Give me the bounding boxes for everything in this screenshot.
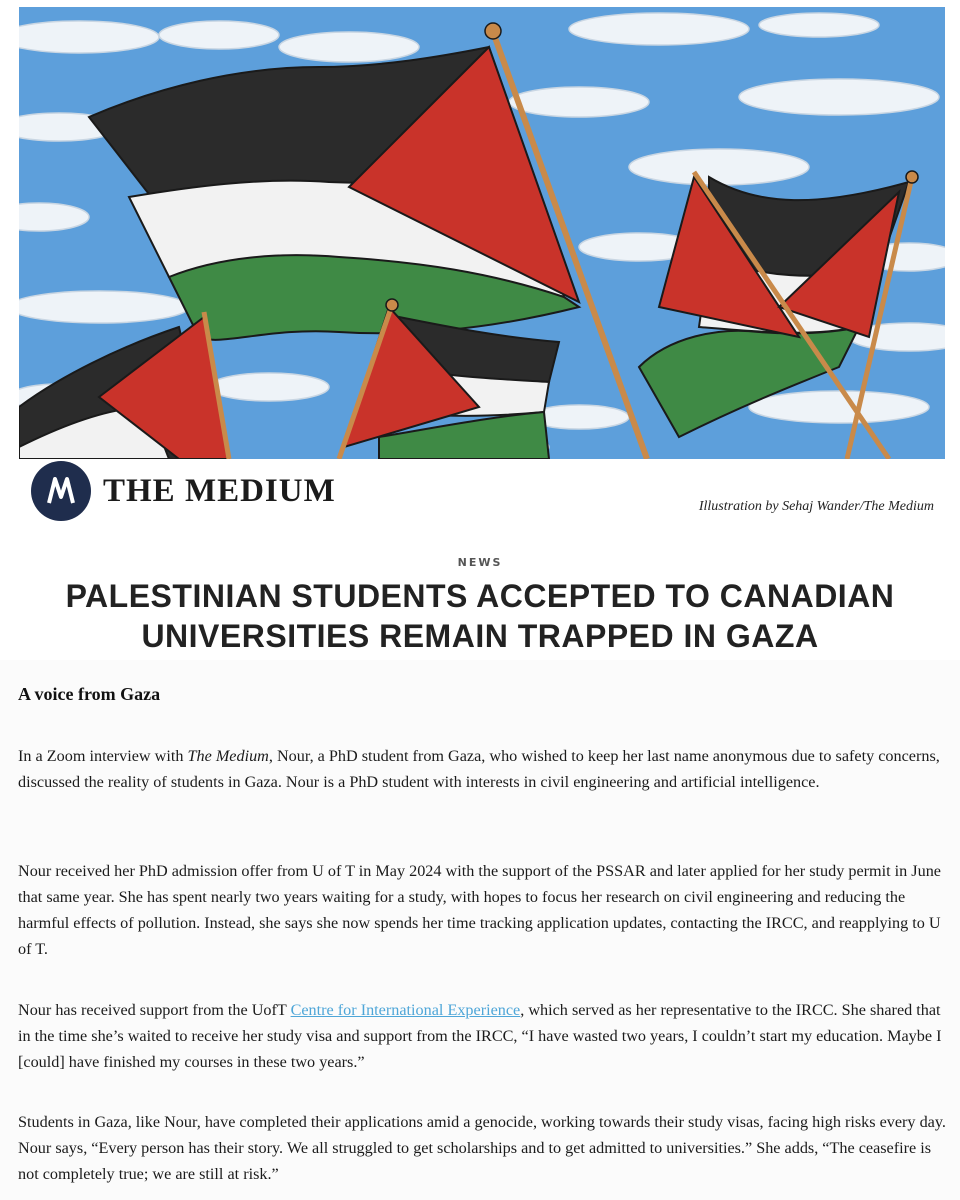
m-monogram-icon [41, 471, 81, 511]
paragraph-2: Nour received her PhD admission offer from U of T in May 2024 with the support of the PSSAR and later applied for her study permit in June that same year. She has spent nearly two years waiting for a study, with hopes to focus her research on civil engineering and reducing the harmful effects of pollution. Instead, she says she now spends her time tracking application updates, contacting the IRCC, and reapplying to U of T. [18, 862, 941, 958]
p3-text-after: , which served as her representative to the IRCC. She shared that in the time she’s waited to receive her study visa and support from the IRCC, “I have wasted two years, I couldn’t start my education. Maybe I [could] have finished my courses in these two years.” [18, 1001, 942, 1071]
section-label: NEWS [457, 556, 503, 569]
paragraph-4: Students in Gaza, like Nour, have completed their applications amid a genocide, working towards their study visas, facing high risks every day. Nour says, “Every person has their story. We all struggled to get scholarships and to get admitted to universities.” She adds, “The ceasefire is not completely true; we are still at risk.” [18, 1113, 946, 1183]
article-headline: PALESTINIAN STUDENTS ACCEPTED TO CANADIAN UNIVERSITIES REMAIN TRAPPED IN GAZA [65, 578, 895, 654]
paragraph-1 [18, 743, 948, 795]
paragraph-3 [18, 997, 948, 1075]
centre-for-international-experience-link[interactable]: Centre for International Experience [290, 1001, 521, 1019]
hero-illustration [19, 7, 945, 459]
article-subhead: A voice from Gaza [18, 684, 161, 704]
the-medium-logo [31, 461, 91, 521]
illustration-credit: Illustration by Sehaj Wander/The Medium [698, 499, 934, 514]
brand-name: THE MEDIUM [103, 472, 336, 509]
masthead [31, 461, 336, 521]
p1-text-before: In a Zoom interview with [18, 747, 188, 765]
palestinian-flags-illustration [19, 7, 945, 459]
p1-text-after: , Nour, a PhD student from Gaza, who wished to keep her last name anonymous due to safety concerns, discussed the reality of students in Gaza. Nour is a PhD student with interests in civil engineering and artificial intelligence. [18, 747, 940, 791]
publication-name: The Medium [187, 747, 269, 765]
p3-text-before: Nour has received support from the UofT [18, 1001, 291, 1019]
